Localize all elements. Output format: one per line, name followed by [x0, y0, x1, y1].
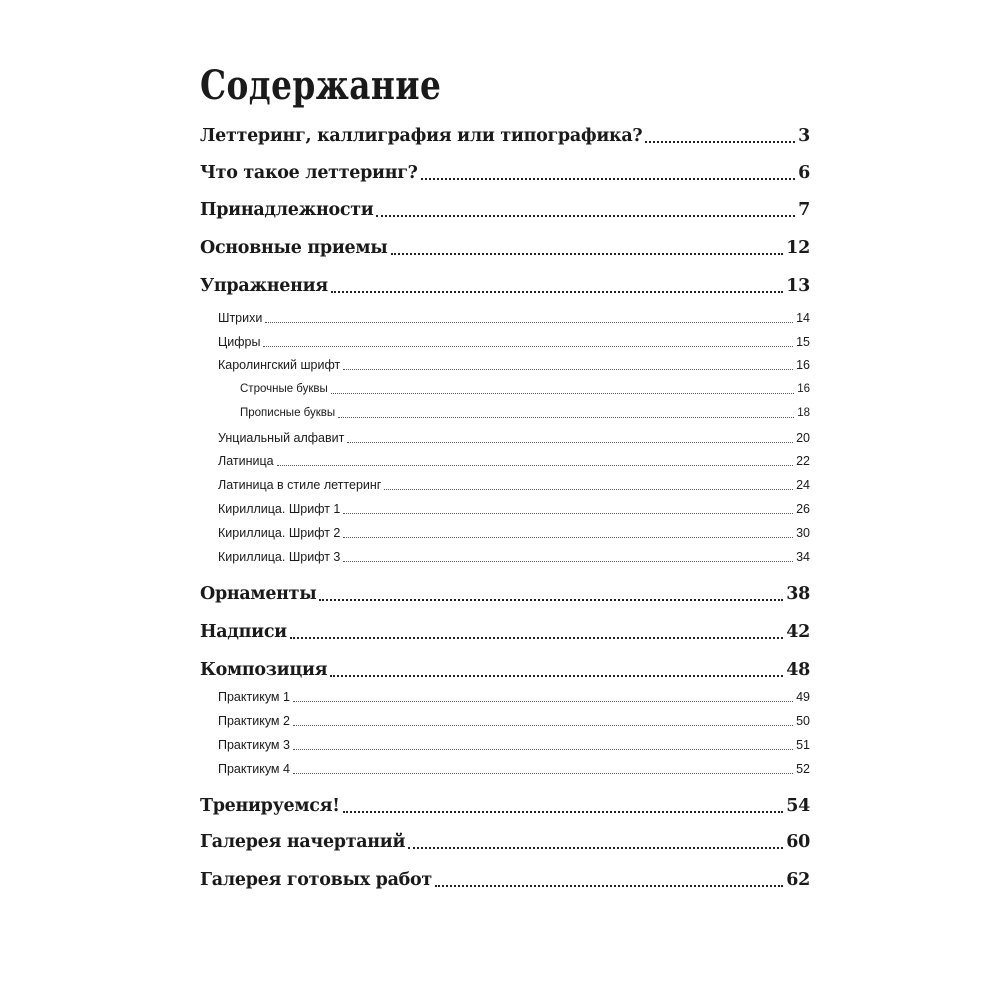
toc-page-number: 14 — [796, 311, 810, 325]
toc-section-row — [200, 356, 810, 374]
toc-page-number: 48 — [786, 660, 810, 680]
toc-section-row — [200, 712, 810, 730]
toc-page-number: 60 — [786, 832, 810, 852]
dot-leader — [343, 561, 793, 562]
toc-page-number: 62 — [786, 870, 810, 890]
toc-section-row — [200, 429, 810, 447]
toc-entry-label: Леттеринг, каллиграфия или типографика? — [200, 126, 643, 146]
toc-page-number: 54 — [786, 796, 810, 816]
toc-entry-label: Практикум 2 — [218, 714, 290, 728]
toc-entry-label: Прописные буквы — [240, 407, 336, 419]
toc-page-number: 16 — [796, 358, 810, 372]
toc-subsection-row — [200, 404, 810, 422]
toc-section-row — [200, 452, 810, 470]
toc-entry-label: Галерея готовых работ — [200, 870, 432, 890]
dot-leader — [645, 141, 795, 143]
toc-page-number: 16 — [797, 383, 810, 395]
toc-page-number: 6 — [798, 163, 810, 183]
toc-page-number: 18 — [797, 407, 810, 419]
toc-entry-label: Упражнения — [200, 276, 328, 296]
toc-page-number: 20 — [796, 431, 810, 445]
toc-page-number: 15 — [796, 335, 810, 349]
dot-leader — [408, 847, 783, 849]
toc-entry-label: Практикум 4 — [218, 762, 290, 776]
toc-entry-label: Принадлежности — [200, 200, 374, 220]
toc-chapter-row — [200, 794, 810, 818]
toc-entry-label: Латиница в стиле леттеринг — [218, 478, 382, 492]
toc-entry-label: Что такое леттеринг? — [200, 163, 418, 183]
toc-chapter-row — [200, 620, 810, 644]
toc-page-number: 34 — [796, 550, 810, 564]
dot-leader — [384, 489, 793, 490]
toc-section-row — [200, 688, 810, 706]
toc-chapter-row — [200, 236, 810, 260]
toc-entry-label: Цифры — [218, 335, 261, 349]
toc-page-number: 12 — [786, 238, 810, 258]
dot-leader — [293, 725, 793, 726]
dot-leader — [319, 599, 783, 601]
toc-entry-label: Кириллица. Шрифт 1 — [218, 502, 341, 516]
dot-leader — [343, 811, 784, 813]
toc-entry-label: Штрихи — [218, 311, 263, 325]
dot-leader — [293, 701, 793, 702]
dot-leader — [293, 749, 793, 750]
toc-section-row — [200, 524, 810, 542]
toc-section-row — [200, 548, 810, 566]
toc-section-row — [200, 760, 810, 778]
toc-chapter-row — [200, 124, 810, 148]
dot-leader — [391, 253, 784, 255]
toc-chapter-row — [200, 161, 810, 185]
page-title: Содержание — [200, 62, 442, 109]
table-of-contents-page — [200, 58, 810, 890]
toc-section-row — [200, 309, 810, 327]
dot-leader — [338, 417, 794, 418]
toc-page-number: 26 — [796, 502, 810, 516]
dot-leader — [290, 637, 783, 639]
dot-leader — [293, 773, 793, 774]
toc-entry-label: Композиция — [200, 660, 328, 680]
dot-leader — [376, 215, 795, 217]
dot-leader — [435, 885, 783, 887]
toc-chapter-row — [200, 274, 810, 298]
toc-page-number: 38 — [786, 584, 810, 604]
toc-chapter-row — [200, 198, 810, 222]
toc-page-number: 50 — [796, 714, 810, 728]
dot-leader — [331, 291, 783, 293]
dot-leader — [331, 393, 794, 394]
toc-chapter-row — [200, 582, 810, 606]
toc-page-number: 13 — [786, 276, 810, 296]
toc-section-row — [200, 476, 810, 494]
toc-entry-label: Каролингский шрифт — [218, 358, 341, 372]
toc-entry-label: Основные приемы — [200, 238, 388, 258]
toc-entry-label: Кириллица. Шрифт 3 — [218, 550, 341, 564]
toc-section-row — [200, 736, 810, 754]
dot-leader — [277, 465, 794, 466]
dot-leader — [330, 675, 783, 677]
toc-page-number: 7 — [798, 200, 810, 220]
toc-entry-label: Галерея начертаний — [200, 832, 406, 852]
toc-page-number: 52 — [796, 762, 810, 776]
toc-chapter-row — [200, 868, 810, 892]
toc-page-number: 30 — [796, 526, 810, 540]
toc-entry-label: Унциальный алфавит — [218, 431, 345, 445]
toc-page-number: 22 — [796, 454, 810, 468]
toc-page-number: 42 — [786, 622, 810, 642]
toc-section-row — [200, 500, 810, 518]
dot-leader — [347, 442, 793, 443]
toc-subsection-row — [200, 380, 810, 398]
toc-entry-label: Латиница — [218, 454, 274, 468]
toc-entry-label: Кириллица. Шрифт 2 — [218, 526, 341, 540]
dot-leader — [343, 537, 793, 538]
dot-leader — [263, 346, 793, 347]
toc-page-number: 49 — [796, 690, 810, 704]
dot-leader — [265, 322, 793, 323]
toc-entry-label: Строчные буквы — [240, 383, 328, 395]
dot-leader — [421, 178, 796, 180]
toc-section-row — [200, 333, 810, 351]
toc-page-number: 3 — [798, 126, 810, 146]
dot-leader — [343, 513, 793, 514]
dot-leader — [343, 369, 793, 370]
toc-chapter-row — [200, 830, 810, 854]
toc-entry-label: Надписи — [200, 622, 287, 642]
toc-entry-label: Орнаменты — [200, 584, 317, 604]
toc-page-number: 24 — [796, 478, 810, 492]
toc-entry-label: Практикум 3 — [218, 738, 290, 752]
toc-entry-label: Практикум 1 — [218, 690, 290, 704]
toc-chapter-row — [200, 658, 810, 682]
toc-page-number: 51 — [796, 738, 810, 752]
toc-entry-label: Тренируемся! — [200, 796, 340, 816]
